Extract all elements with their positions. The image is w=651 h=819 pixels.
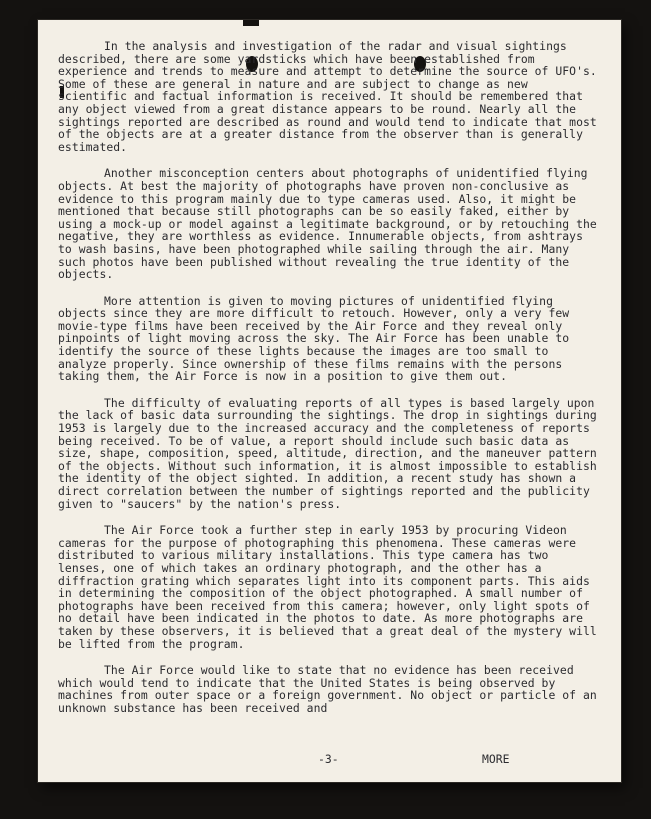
paragraph: The Air Force would like to state that no evidence has been received which would tend to indicate that the United States is being observed by machines from outer space or a foreign government. No object or particle of an unknown substance has been received and [58,663,597,715]
document-body [58,40,603,729]
page-footer [38,752,621,766]
continued-marker: MORE [482,752,510,766]
page-number: -3- [318,752,339,766]
paragraph: In the analysis and investigation of the radar and visual sightings described, there are some yardsticks which have been established from experience and trends to measure and attempt to determine the source of UFO's. Some of these are general in nature and are subject to change as new scientific and factual information is received. It should be remembered that any object viewed from a great distance appears to be round. Nearly all the sightings reported are described as round and would tend to indicate that most of the objects are at a greater distance from the observer than is generally estimated. [58,39,597,154]
torn-edge-mark [243,20,259,26]
document-page [38,20,621,782]
paragraph: Another misconception centers about photographs of unidentified flying objects. At best the majority of photographs have proven non-conclusive as evidence to this program mainly due to type cameras used. Also, it might be mentioned that because still photographs can be so easily faked, either by using a mock-up or model against a legitimate background, or by retouching the negative, they are worthless as evidence. Innumerable objects, from ashtrays to wash basins, have been photographed while sailing through the air. Many such photos have been published without revealing the true identity of the objects. [58,166,597,282]
paragraph: The Air Force took a further step in early 1953 by procuring Videon cameras for the purpose of photographing this phenomena. These cameras were distributed to various military installations. This type camera has two lenses, one of which takes an ordinary photograph, and the other has a diffraction grating which separates light into its component parts. This aids in determining the composition of the object photographed. A small number of photographs have been received from this camera; however, only light spots of no detail have been indicated in the photos to date. As more photographs are taken by these observers, it is believed that a great deal of the mystery will be lifted from the program. [58,523,597,651]
paragraph: More attention is given to moving pictures of unidentified flying objects since they are more difficult to retouch. However, only a very few movie-type films have been received by the Air Force and they reveal only pinpoints of light moving across the sky. The Air Force has been unable to identify the source of these lights because the images are too small to analyze properly. Since ownership of these films remains with the persons taking them, the Air Force is now in a position to give them out. [58,293,570,384]
paragraph: The difficulty of evaluating reports of all types is based largely upon the lack of basic data surrounding the sightings. The drop in sightings during 1953 is largely due to the increased accuracy and the completeness of reports being received. To be of value, a report should include such basic data as size, shape, composition, speed, altitude, direction, and the maneuver pattern of the objects. Without such information, it is almost impossible to establish the identity of the object sighted. In addition, a recent study has shown a direct correlation between the number of sightings reported and the publicity given to "saucers" by the nation's press. [58,395,597,511]
